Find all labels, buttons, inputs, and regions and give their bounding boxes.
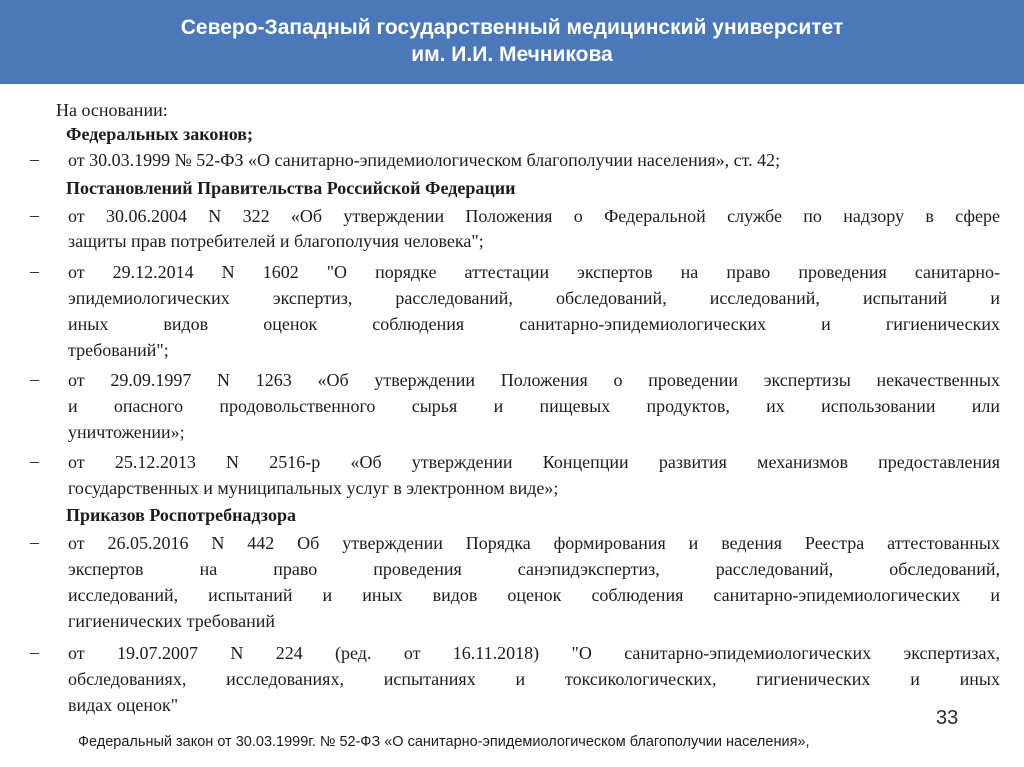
intro-text: На основании: — [56, 100, 168, 120]
list-bullet: – — [30, 149, 39, 169]
list-item-line: от 26.05.2016 N 442 Об утверждении Порядка формирования и ведения Реестра аттестованных — [68, 533, 1000, 553]
list-item-line: от 29.09.1997 N 1263 «Об утверждении Положения о проведении экспертизы некачественных — [68, 370, 1000, 390]
list-item-line: государственных и муниципальных услуг в электронном виде»; — [68, 478, 559, 498]
list-bullet: – — [30, 642, 39, 662]
list-item-line: защиты прав потребителей и благополучия человека"; — [68, 231, 484, 251]
list-bullet: – — [30, 205, 39, 225]
list-item-line: от 30.06.2004 N 322 «Об утверждении Положения о Федеральной службе по надзору в сфере — [68, 206, 1000, 226]
list-item-line: от 25.12.2013 N 2516-р «Об утверждении Концепции развития механизмов предоставления — [68, 452, 1000, 472]
list-item-line: обследованиях, исследованиях, испытаниях и токсикологических, гигиенических и иных — [68, 669, 1000, 689]
list-bullet: – — [30, 532, 39, 552]
list-item-line: от 29.12.2014 N 1602 "О порядке аттестации экспертов на право проведения санитарно- — [68, 262, 1000, 282]
list-item-line: уничтожении»; — [68, 422, 185, 442]
section-heading-federal-laws: Федеральных законов; — [66, 124, 254, 144]
list-item-line: эпидемиологических экспертиз, расследований, обследований, исследований, испытаний и — [68, 288, 1000, 308]
list-item-line: исследований, испытаний и иных видов оценок соблюдения санитарно-эпидемиологических и — [68, 585, 1000, 605]
section-heading-rospotrebnadzor: Приказов Роспотребнадзора — [66, 505, 296, 525]
list-bullet: – — [30, 369, 39, 389]
list-item-line: требований"; — [68, 340, 169, 360]
list-item-line: иных видов оценок соблюдения санитарно-эпидемиологических и гигиенических — [68, 314, 1000, 334]
list-item-line: от 30.03.1999 № 52-ФЗ «О санитарно-эпидемиологическом благополучии населения», ст. 42; — [68, 150, 781, 170]
list-bullet: – — [30, 451, 39, 471]
list-item-line: видах оценок" — [68, 695, 179, 715]
page-number: 33 — [936, 707, 959, 729]
list-item-line: гигиенических требований — [68, 611, 276, 631]
section-heading-government: Постановлений Правительства Российской Федерации — [66, 178, 516, 198]
footer-note: Федеральный закон от 30.03.1999г. № 52-ФЗ «О санитарно-эпидемиологическом благополучии населения», — [78, 734, 810, 750]
header-title-line2: им. И.И. Мечникова — [411, 42, 613, 66]
list-item-line: от 19.07.2007 N 224 (ред. от 16.11.2018) "О санитарно-эпидемиологических экспертизах, — [68, 643, 1000, 663]
list-bullet: – — [30, 261, 39, 281]
list-item-line: и опасного продовольственного сырья и пищевых продуктов, их использовании или — [68, 396, 1000, 416]
list-item-line: экспертов на право проведения санэпидэкспертиз, расследований, обследований, — [68, 559, 1000, 579]
header-title-line1: Северо-Западный государственный медицинский университет — [180, 15, 844, 39]
